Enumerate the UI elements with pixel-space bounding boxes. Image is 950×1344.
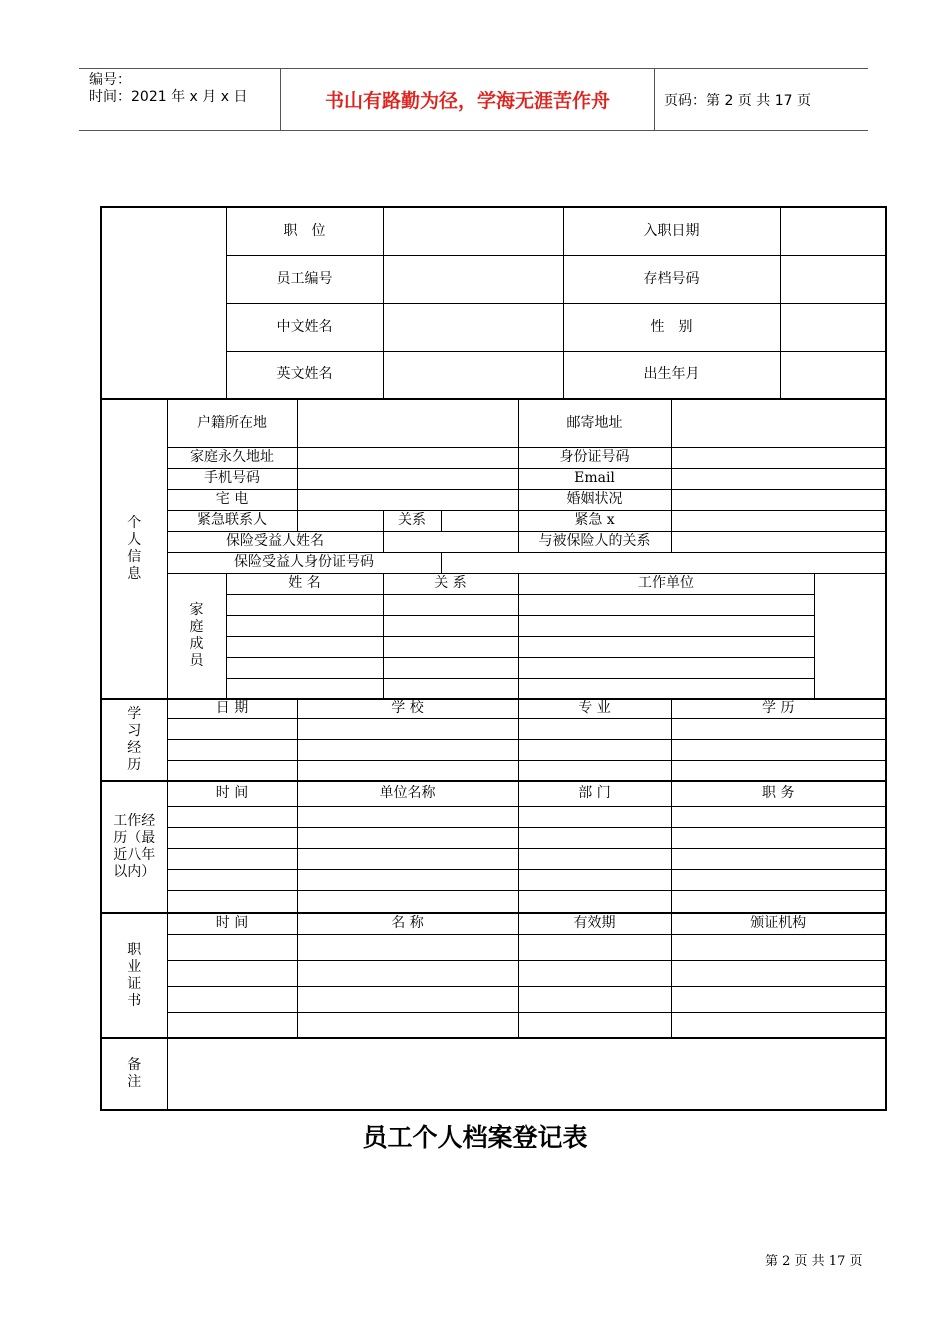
- cert-time-cell[interactable]: [167, 960, 297, 986]
- field-chinese-name[interactable]: [383, 303, 563, 351]
- header-meta: [79, 69, 279, 130]
- field-home-phone[interactable]: [297, 489, 518, 510]
- work-duty-cell[interactable]: [671, 806, 886, 827]
- field-mailing[interactable]: [671, 399, 886, 447]
- label-emergency-x: 紧急 x: [518, 510, 671, 531]
- cert-time-cell[interactable]: [167, 1012, 297, 1038]
- work-dept-header: 部 门: [518, 781, 671, 806]
- label-emergency: 紧急联系人: [167, 510, 297, 531]
- work-duty-header: 职 务: [671, 781, 886, 806]
- label-chinese-name: 中文姓名: [226, 303, 383, 351]
- study-degree-cell[interactable]: [671, 739, 886, 760]
- work-company-cell[interactable]: [297, 848, 518, 869]
- page-footer: 第 2 页 共 17 页: [765, 1254, 863, 1269]
- work-dept-cell[interactable]: [518, 806, 671, 827]
- section-study: 学习经历: [101, 699, 167, 781]
- cert-valid-cell[interactable]: [518, 960, 671, 986]
- time-label: 时间：2021 年 x 月 x 日: [89, 89, 248, 105]
- cert-time-cell[interactable]: [167, 934, 297, 960]
- work-time-cell[interactable]: [167, 890, 297, 913]
- field-gender[interactable]: [780, 303, 886, 351]
- cert-issuer-cell[interactable]: [671, 934, 886, 960]
- field-beneficiary[interactable]: [383, 531, 518, 552]
- field-birth[interactable]: [780, 351, 886, 399]
- section-remark: 备注: [101, 1038, 167, 1110]
- family-relation-cell[interactable]: [383, 615, 518, 636]
- study-major-header: 专 业: [518, 699, 671, 718]
- cert-issuer-cell[interactable]: [671, 986, 886, 1012]
- study-degree-cell[interactable]: [671, 760, 886, 781]
- field-mobile[interactable]: [297, 468, 518, 489]
- label-archive-no: 存档号码: [563, 255, 780, 303]
- field-employee-no[interactable]: [383, 255, 563, 303]
- family-employer-cell[interactable]: [518, 594, 814, 615]
- section-personal: 个人信息: [101, 399, 167, 699]
- field-household[interactable]: [297, 399, 518, 447]
- study-major-cell[interactable]: [518, 739, 671, 760]
- family-name-cell[interactable]: [226, 678, 383, 699]
- cert-valid-header: 有效期: [518, 913, 671, 934]
- field-beneficiary-id[interactable]: [441, 552, 886, 573]
- family-relation-cell[interactable]: [383, 657, 518, 678]
- work-company-cell[interactable]: [297, 869, 518, 890]
- study-date-cell[interactable]: [167, 718, 297, 739]
- label-hire-date: 入职日期: [563, 207, 780, 255]
- cert-name-cell[interactable]: [297, 986, 518, 1012]
- cert-name-cell[interactable]: [297, 960, 518, 986]
- header-motto: 书山有路勤为径，学海无涯苦作舟: [280, 69, 655, 130]
- study-degree-header: 学 历: [671, 699, 886, 718]
- cert-valid-cell[interactable]: [518, 1012, 671, 1038]
- label-position: 职 位: [226, 207, 383, 255]
- field-english-name[interactable]: [383, 351, 563, 399]
- family-name-cell[interactable]: [226, 657, 383, 678]
- family-employer-cell[interactable]: [518, 615, 814, 636]
- label-family: 家庭成员: [167, 573, 226, 699]
- work-duty-cell[interactable]: [671, 869, 886, 890]
- field-remark[interactable]: [167, 1038, 886, 1110]
- label-marital: 婚姻状况: [518, 489, 671, 510]
- label-beneficiary-relation: 与被保险人的关系: [518, 531, 671, 552]
- family-relation-cell[interactable]: [383, 594, 518, 615]
- label-id-no: 身份证号码: [518, 447, 671, 468]
- work-dept-cell[interactable]: [518, 848, 671, 869]
- field-home-address[interactable]: [297, 447, 518, 468]
- label-beneficiary-id: 保险受益人身份证号码: [167, 552, 441, 573]
- study-date-header: 日 期: [167, 699, 297, 718]
- field-beneficiary-relation[interactable]: [671, 531, 886, 552]
- family-relation-header: 关 系: [383, 573, 518, 594]
- label-birth: 出生年月: [563, 351, 780, 399]
- family-name-cell[interactable]: [226, 594, 383, 615]
- study-school-cell[interactable]: [297, 760, 518, 781]
- field-emergency[interactable]: [297, 510, 383, 531]
- family-employer-header: 工作单位: [518, 573, 814, 594]
- field-position[interactable]: [383, 207, 563, 255]
- work-time-cell[interactable]: [167, 806, 297, 827]
- work-duty-cell[interactable]: [671, 827, 886, 848]
- cert-name-header: 名 称: [297, 913, 518, 934]
- cert-name-cell[interactable]: [297, 1012, 518, 1038]
- work-company-header: 单位名称: [297, 781, 518, 806]
- family-relation-cell[interactable]: [383, 678, 518, 699]
- work-duty-cell[interactable]: [671, 890, 886, 913]
- work-dept-cell[interactable]: [518, 827, 671, 848]
- work-company-cell[interactable]: [297, 806, 518, 827]
- work-company-cell[interactable]: [297, 890, 518, 913]
- study-school-header: 学 校: [297, 699, 518, 718]
- cert-valid-cell[interactable]: [518, 934, 671, 960]
- cert-issuer-header: 颁证机构: [671, 913, 886, 934]
- field-marital[interactable]: [671, 489, 886, 510]
- field-email[interactable]: [671, 468, 886, 489]
- label-relation: 关系: [383, 510, 441, 531]
- work-dept-cell[interactable]: [518, 890, 671, 913]
- number-label: 编号：: [89, 72, 131, 88]
- study-major-cell[interactable]: [518, 760, 671, 781]
- label-home-address: 家庭永久地址: [167, 447, 297, 468]
- field-emergency-x[interactable]: [671, 510, 886, 531]
- cert-time-cell[interactable]: [167, 986, 297, 1012]
- label-beneficiary: 保险受益人姓名: [167, 531, 383, 552]
- cert-issuer-cell[interactable]: [671, 960, 886, 986]
- page-header: [79, 68, 868, 131]
- study-school-cell[interactable]: [297, 718, 518, 739]
- study-date-cell[interactable]: [167, 739, 297, 760]
- field-hire-date[interactable]: [780, 207, 886, 255]
- label-mailing: 邮寄地址: [518, 399, 671, 447]
- study-school-cell[interactable]: [297, 739, 518, 760]
- work-duty-cell[interactable]: [671, 848, 886, 869]
- family-employer-cell[interactable]: [518, 657, 814, 678]
- family-name-header: 姓 名: [226, 573, 383, 594]
- section-cert: 职业证书: [101, 913, 167, 1038]
- work-company-cell[interactable]: [297, 827, 518, 848]
- family-name-cell[interactable]: [226, 615, 383, 636]
- cert-name-cell[interactable]: [297, 934, 518, 960]
- work-dept-cell[interactable]: [518, 869, 671, 890]
- label-gender: 性 别: [563, 303, 780, 351]
- field-relation[interactable]: [441, 510, 518, 531]
- field-id-no[interactable]: [671, 447, 886, 468]
- cert-valid-cell[interactable]: [518, 986, 671, 1012]
- label-home-phone: 宅 电: [167, 489, 297, 510]
- header-page-label: 页码：第 2 页 共 17 页: [664, 92, 811, 109]
- label-email: Email: [518, 468, 671, 489]
- study-major-cell[interactable]: [518, 718, 671, 739]
- family-name-cell[interactable]: [226, 636, 383, 657]
- family-relation-cell[interactable]: [383, 636, 518, 657]
- document-title: 员工个人档案登记表: [362, 1123, 588, 1152]
- employee-form-table: [100, 206, 887, 1111]
- work-time-header: 时 间: [167, 781, 297, 806]
- study-date-cell[interactable]: [167, 760, 297, 781]
- work-time-cell[interactable]: [167, 869, 297, 890]
- family-employer-cell[interactable]: [518, 636, 814, 657]
- label-mobile: 手机号码: [167, 468, 297, 489]
- work-time-cell[interactable]: [167, 848, 297, 869]
- cert-issuer-cell[interactable]: [671, 1012, 886, 1038]
- field-archive-no[interactable]: [780, 255, 886, 303]
- study-degree-cell[interactable]: [671, 718, 886, 739]
- family-employer-cell[interactable]: [518, 678, 814, 699]
- label-english-name: 英文姓名: [226, 351, 383, 399]
- photo-area[interactable]: [101, 207, 226, 399]
- work-time-cell[interactable]: [167, 827, 297, 848]
- label-employee-no: 员工编号: [226, 255, 383, 303]
- cert-time-header: 时 间: [167, 913, 297, 934]
- section-work: 工作经历（最近八年以内）: [101, 781, 167, 913]
- label-household: 户籍所在地: [167, 399, 297, 447]
